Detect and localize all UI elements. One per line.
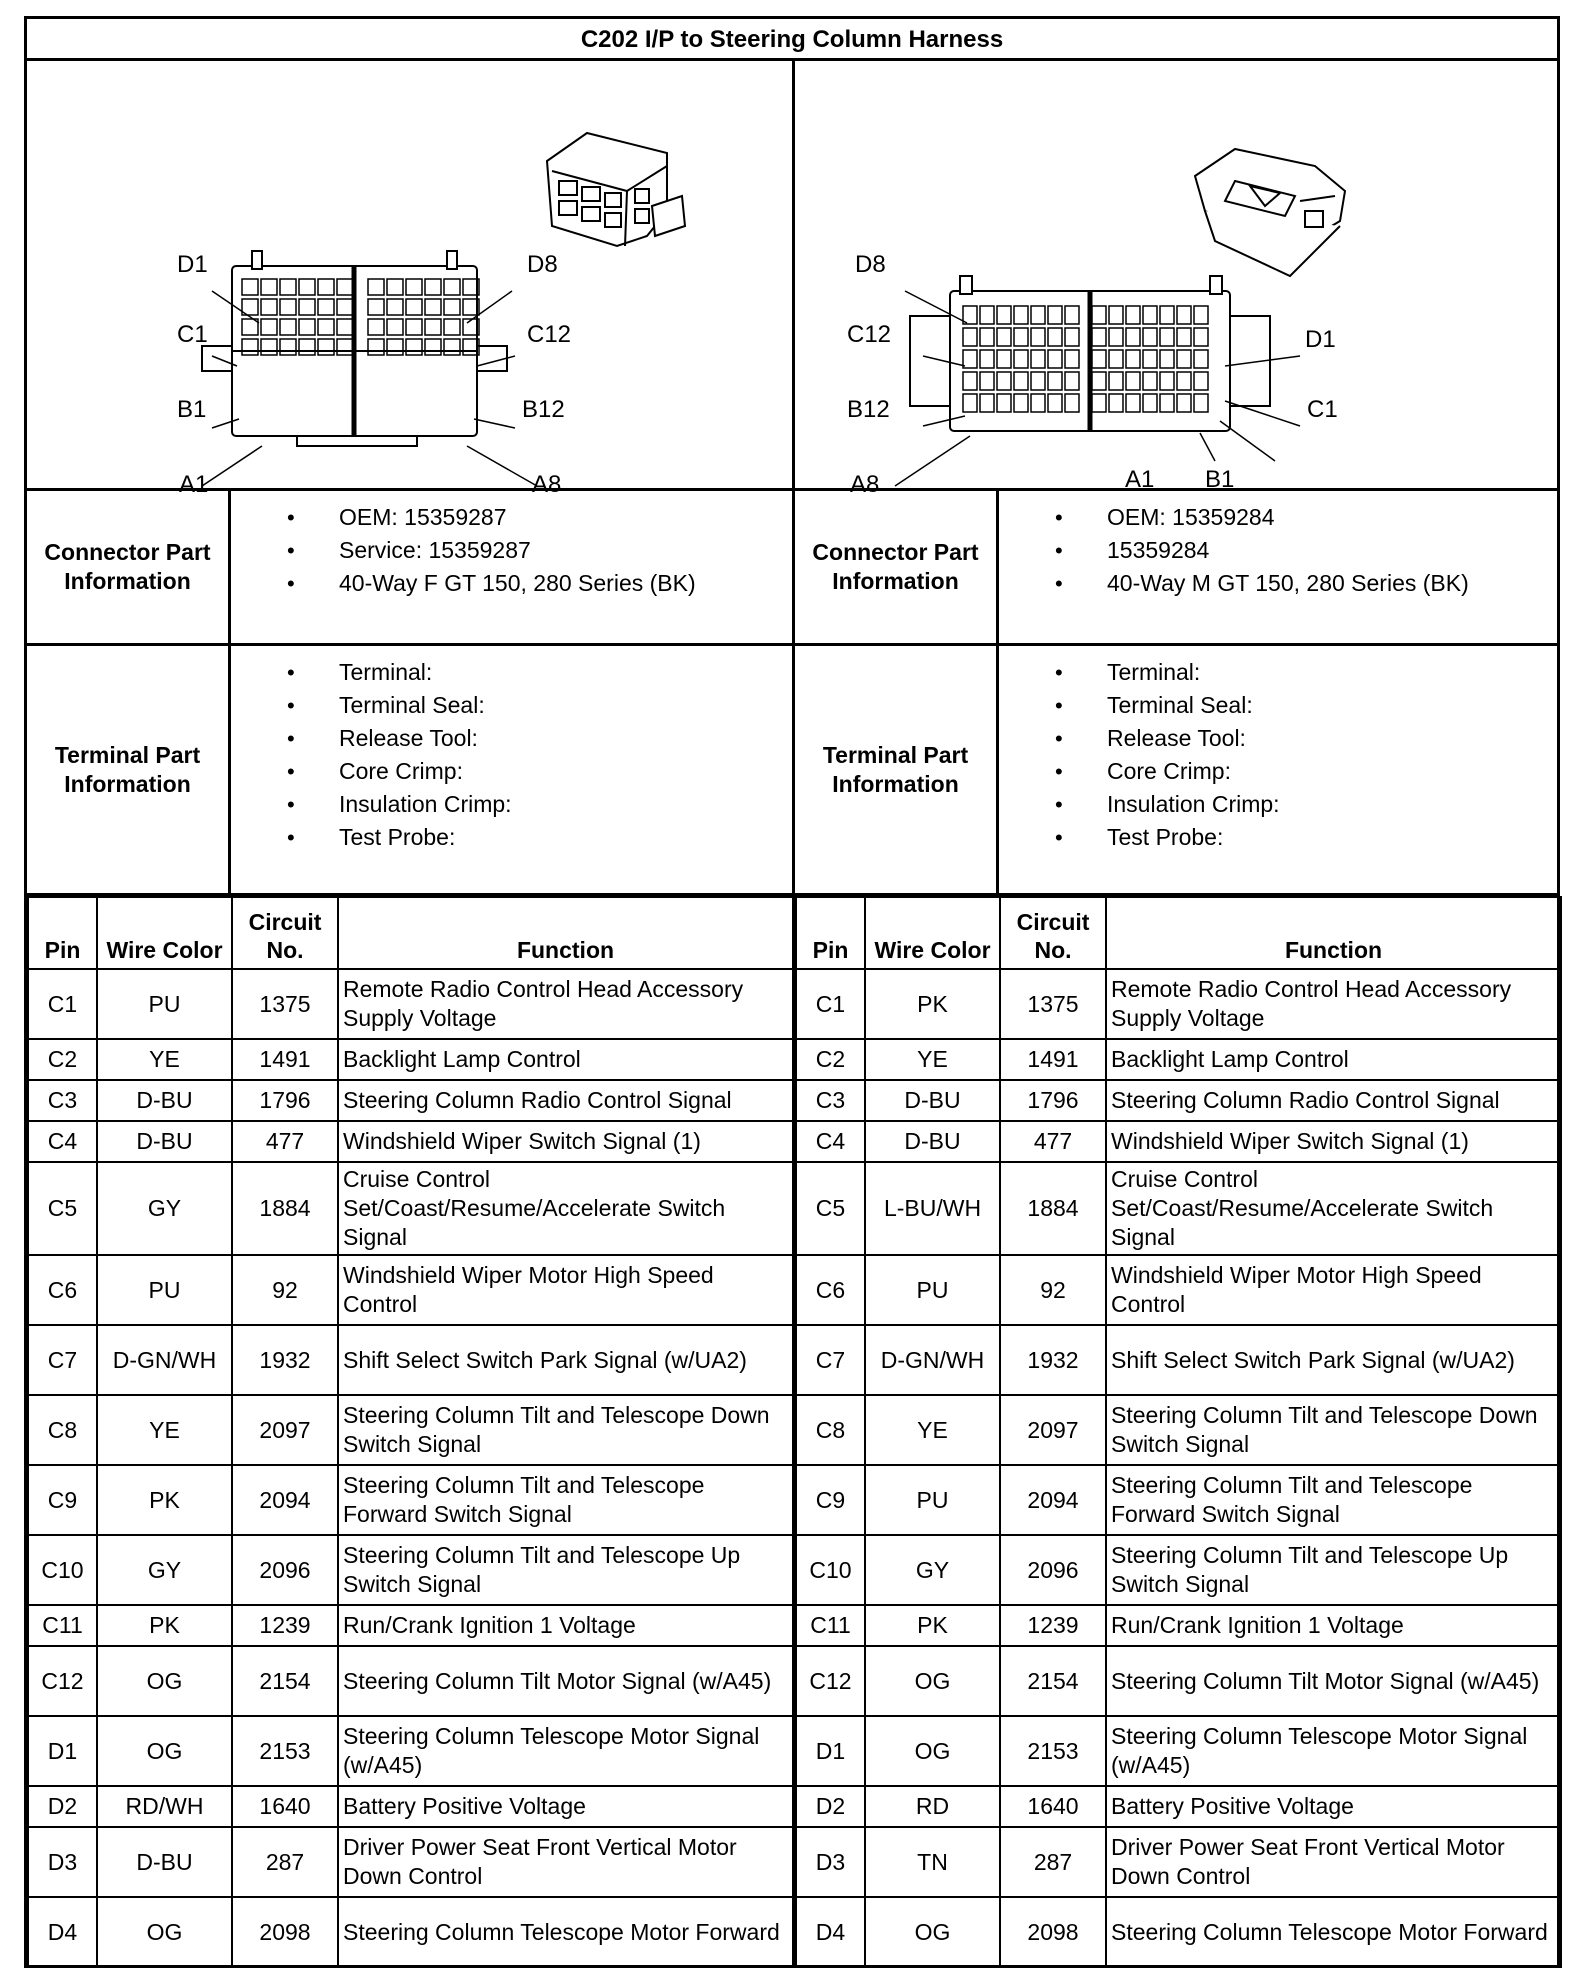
- circuit-no-cell: 2154: [1000, 1646, 1106, 1716]
- function-header: Function: [1106, 897, 1561, 969]
- function-cell: Steering Column Telescope Motor Signal (w/A45): [338, 1716, 793, 1786]
- pin-cell: C3: [796, 1080, 865, 1121]
- core-crimp-item: • Core Crimp:: [999, 755, 1560, 788]
- wire-color-cell: PK: [97, 1605, 232, 1646]
- male-connector-front-face: [910, 276, 1270, 431]
- left-connector-info: [27, 491, 792, 646]
- circuit-no-cell: 1375: [1000, 969, 1106, 1039]
- right-terminal-info: [795, 646, 1560, 896]
- table-row: [796, 1080, 1561, 1121]
- circuit-no-cell: 287: [232, 1827, 338, 1897]
- table-row: [796, 1827, 1561, 1897]
- wire-color-cell: GY: [97, 1535, 232, 1605]
- function-cell: Steering Column Tilt and Telescope Forward Switch Signal: [1106, 1465, 1561, 1535]
- circuit-no-cell: 1239: [1000, 1605, 1106, 1646]
- table-row: [796, 1786, 1561, 1827]
- wire-color-cell: YE: [865, 1395, 1000, 1465]
- left-terminal-info: [27, 646, 792, 896]
- label-b1: B1: [1205, 466, 1235, 493]
- circuit-no-cell: 2097: [1000, 1395, 1106, 1465]
- table-row: [796, 1162, 1561, 1255]
- function-cell: Steering Column Radio Control Signal: [338, 1080, 793, 1121]
- circuit-no-cell: 2153: [232, 1716, 338, 1786]
- function-cell: Shift Select Switch Park Signal (w/UA2): [1106, 1325, 1561, 1395]
- test-probe-item: • Test Probe:: [999, 821, 1560, 854]
- wire-color-cell: D-BU: [865, 1080, 1000, 1121]
- label-d1: D1: [1305, 326, 1336, 353]
- circuit-no-cell: 477: [1000, 1121, 1106, 1162]
- wire-color-cell: TN: [865, 1827, 1000, 1897]
- connector-description: • 40-Way M GT 150, 280 Series (BK): [999, 567, 1560, 600]
- circuit-no-cell: 1932: [1000, 1325, 1106, 1395]
- terminal-seal-item: • Terminal Seal:: [231, 689, 792, 722]
- wire-color-cell: OG: [97, 1716, 232, 1786]
- pin-cell: C6: [28, 1255, 97, 1325]
- circuit-no-cell: 2153: [1000, 1716, 1106, 1786]
- pin-header: Pin: [28, 897, 97, 969]
- label-a8: A8: [532, 471, 562, 498]
- function-cell: Steering Column Telescope Motor Forward: [338, 1897, 793, 1967]
- function-cell: Steering Column Tilt Motor Signal (w/A45): [1106, 1646, 1561, 1716]
- right-connector-diagram: [795, 61, 1560, 498]
- terminal-part-info-heading: Terminal Part Information: [27, 646, 231, 893]
- pin-header: Pin: [796, 897, 865, 969]
- circuit-no-cell: 1491: [232, 1039, 338, 1080]
- pinout-sheet: [24, 16, 1560, 1968]
- connector-part-list: [231, 491, 792, 643]
- left-pinout-table: [27, 896, 794, 1968]
- table-row: [28, 1255, 793, 1325]
- function-cell: Run/Crank Ignition 1 Voltage: [1106, 1605, 1561, 1646]
- pin-cell: C9: [28, 1465, 97, 1535]
- pin-cell: C2: [28, 1039, 97, 1080]
- wire-color-header: Wire Color: [865, 897, 1000, 969]
- wire-color-cell: L-BU/WH: [865, 1162, 1000, 1255]
- test-probe-item: • Test Probe:: [231, 821, 792, 854]
- circuit-no-cell: 1796: [232, 1080, 338, 1121]
- pin-cell: D4: [796, 1897, 865, 1967]
- label-a1: A1: [179, 471, 209, 498]
- table-row: [796, 1325, 1561, 1395]
- pin-cell: C9: [796, 1465, 865, 1535]
- table-row: [796, 1465, 1561, 1535]
- circuit-no-cell: 1375: [232, 969, 338, 1039]
- function-cell: Driver Power Seat Front Vertical Motor Down Control: [338, 1827, 793, 1897]
- pin-cell: C11: [28, 1605, 97, 1646]
- function-header: Function: [338, 897, 793, 969]
- wire-color-cell: D-BU: [97, 1080, 232, 1121]
- label-b1: B1: [177, 396, 207, 423]
- pin-cell: C8: [796, 1395, 865, 1465]
- insulation-crimp-item: • Insulation Crimp:: [231, 788, 792, 821]
- circuit-no-cell: 2094: [1000, 1465, 1106, 1535]
- function-cell: Steering Column Tilt and Telescope Up Switch Signal: [338, 1535, 793, 1605]
- circuit-no-header: Circuit No.: [232, 897, 338, 969]
- insulation-crimp-item: • Insulation Crimp:: [999, 788, 1560, 821]
- circuit-no-cell: 1640: [1000, 1786, 1106, 1827]
- pin-cell: D4: [28, 1897, 97, 1967]
- function-cell: Run/Crank Ignition 1 Voltage: [338, 1605, 793, 1646]
- pin-cell: C1: [28, 969, 97, 1039]
- table-row: [28, 1325, 793, 1395]
- table-row: [28, 1039, 793, 1080]
- page-title: C202 I/P to Steering Column Harness: [27, 19, 1557, 61]
- table-row: [28, 1716, 793, 1786]
- label-a8: A8: [850, 471, 880, 498]
- wire-color-cell: YE: [97, 1395, 232, 1465]
- function-cell: Remote Radio Control Head Accessory Supply Voltage: [1106, 969, 1561, 1039]
- oem-part: • OEM: 15359284: [999, 501, 1560, 534]
- function-cell: Steering Column Tilt and Telescope Up Switch Signal: [1106, 1535, 1561, 1605]
- oem-part: • OEM: 15359287: [231, 501, 792, 534]
- function-cell: Backlight Lamp Control: [1106, 1039, 1561, 1080]
- wire-color-cell: PU: [97, 969, 232, 1039]
- release-tool-item: • Release Tool:: [999, 722, 1560, 755]
- table-row: [28, 1395, 793, 1465]
- circuit-no-cell: 2097: [232, 1395, 338, 1465]
- table-row: [796, 1646, 1561, 1716]
- circuit-no-cell: 2154: [232, 1646, 338, 1716]
- terminal-item: • Terminal:: [999, 656, 1560, 689]
- wire-color-cell: D-GN/WH: [865, 1325, 1000, 1395]
- wire-color-cell: RD: [865, 1786, 1000, 1827]
- circuit-no-cell: 1640: [232, 1786, 338, 1827]
- circuit-no-cell: 287: [1000, 1827, 1106, 1897]
- table-row: [28, 1535, 793, 1605]
- function-cell: Driver Power Seat Front Vertical Motor Down Control: [1106, 1827, 1561, 1897]
- service-part: • Service: 15359287: [231, 534, 792, 567]
- function-cell: Steering Column Tilt Motor Signal (w/A45): [338, 1646, 793, 1716]
- function-cell: Windshield Wiper Switch Signal (1): [338, 1121, 793, 1162]
- connector-part-info-heading: Connector Part Information: [795, 491, 999, 643]
- label-b12: B12: [522, 396, 565, 423]
- function-cell: Steering Column Tilt and Telescope Forward Switch Signal: [338, 1465, 793, 1535]
- table-row: [28, 969, 793, 1039]
- circuit-no-cell: 1932: [232, 1325, 338, 1395]
- label-c12: C12: [847, 321, 892, 348]
- connector-description: • 40-Way F GT 150, 280 Series (BK): [231, 567, 792, 600]
- function-cell: Battery Positive Voltage: [338, 1786, 793, 1827]
- wire-color-cell: OG: [865, 1716, 1000, 1786]
- circuit-no-cell: 92: [1000, 1255, 1106, 1325]
- function-cell: Steering Column Telescope Motor Forward: [1106, 1897, 1561, 1967]
- pin-cell: C7: [28, 1325, 97, 1395]
- pin-cell: C7: [796, 1325, 865, 1395]
- pin-cell: D2: [796, 1786, 865, 1827]
- label-d8: D8: [855, 251, 886, 278]
- label-c1: C1: [177, 321, 208, 348]
- function-cell: Steering Column Radio Control Signal: [1106, 1080, 1561, 1121]
- circuit-no-cell: 1884: [232, 1162, 338, 1255]
- pin-cell: C5: [796, 1162, 865, 1255]
- circuit-no-cell: 2096: [232, 1535, 338, 1605]
- pin-cell: C12: [28, 1646, 97, 1716]
- circuit-no-cell: 477: [232, 1121, 338, 1162]
- wire-color-cell: D-GN/WH: [97, 1325, 232, 1395]
- right-pinout-table: [795, 896, 1562, 1968]
- wire-color-cell: YE: [97, 1039, 232, 1080]
- pin-cell: C1: [796, 969, 865, 1039]
- pin-cell: D2: [28, 1786, 97, 1827]
- service-part: • 15359284: [999, 534, 1560, 567]
- left-connector-diagram: [27, 61, 792, 498]
- circuit-no-header: Circuit No.: [1000, 897, 1106, 969]
- right-connector-info: [795, 491, 1560, 646]
- wire-color-cell: YE: [865, 1039, 1000, 1080]
- function-cell: Windshield Wiper Motor High Speed Control: [1106, 1255, 1561, 1325]
- circuit-no-cell: 2098: [232, 1897, 338, 1967]
- male-connector-drawing: [795, 61, 1560, 491]
- pin-cell: C3: [28, 1080, 97, 1121]
- wire-color-cell: PK: [865, 1605, 1000, 1646]
- pin-cell: C10: [796, 1535, 865, 1605]
- pin-cell: C4: [28, 1121, 97, 1162]
- terminal-part-list: [999, 646, 1560, 893]
- table-row: [796, 1716, 1561, 1786]
- function-cell: Windshield Wiper Motor High Speed Control: [338, 1255, 793, 1325]
- table-row: [796, 1121, 1561, 1162]
- function-cell: Backlight Lamp Control: [338, 1039, 793, 1080]
- pin-cell: D3: [28, 1827, 97, 1897]
- female-connector-drawing: [27, 61, 792, 491]
- table-row: [28, 1080, 793, 1121]
- pin-cell: D1: [28, 1716, 97, 1786]
- terminal-part-list: [231, 646, 792, 893]
- table-row: [796, 1897, 1561, 1967]
- pin-cell: C12: [796, 1646, 865, 1716]
- wire-color-cell: D-BU: [97, 1121, 232, 1162]
- pin-cell: C2: [796, 1039, 865, 1080]
- table-row: [28, 1121, 793, 1162]
- pin-cell: D3: [796, 1827, 865, 1897]
- terminal-part-info-heading: Terminal Part Information: [795, 646, 999, 893]
- circuit-no-cell: 2094: [232, 1465, 338, 1535]
- core-crimp-item: • Core Crimp:: [231, 755, 792, 788]
- table-row: [796, 1605, 1561, 1646]
- function-cell: Cruise Control Set/Coast/Resume/Accelerate Switch Signal: [1106, 1162, 1561, 1255]
- pin-cell: D1: [796, 1716, 865, 1786]
- wire-color-cell: GY: [865, 1535, 1000, 1605]
- wire-color-cell: OG: [865, 1646, 1000, 1716]
- label-d1: D1: [177, 251, 208, 278]
- wire-color-cell: OG: [865, 1897, 1000, 1967]
- wire-color-cell: D-BU: [97, 1827, 232, 1897]
- circuit-no-cell: 92: [232, 1255, 338, 1325]
- function-cell: Steering Column Tilt and Telescope Down Switch Signal: [338, 1395, 793, 1465]
- table-row: [28, 1162, 793, 1255]
- function-cell: Cruise Control Set/Coast/Resume/Accelerate Switch Signal: [338, 1162, 793, 1255]
- wire-color-cell: OG: [97, 1897, 232, 1967]
- wire-color-cell: PU: [865, 1465, 1000, 1535]
- function-cell: Windshield Wiper Switch Signal (1): [1106, 1121, 1561, 1162]
- connector-part-info-heading: Connector Part Information: [27, 491, 231, 643]
- pin-cell: C10: [28, 1535, 97, 1605]
- wire-color-cell: PK: [865, 969, 1000, 1039]
- wire-color-cell: RD/WH: [97, 1786, 232, 1827]
- table-row: [28, 1605, 793, 1646]
- circuit-no-cell: 2096: [1000, 1535, 1106, 1605]
- right-connector-panel: [792, 61, 1560, 1968]
- female-connector-3d-icon: [547, 133, 685, 246]
- function-cell: Steering Column Telescope Motor Signal (w/A45): [1106, 1716, 1561, 1786]
- pin-cell: C11: [796, 1605, 865, 1646]
- terminal-seal-item: • Terminal Seal:: [999, 689, 1560, 722]
- wire-color-cell: PU: [865, 1255, 1000, 1325]
- table-row: [28, 1827, 793, 1897]
- label-d8: D8: [527, 251, 558, 278]
- connector-part-list: [999, 491, 1560, 643]
- circuit-no-cell: 2098: [1000, 1897, 1106, 1967]
- wire-color-cell: OG: [97, 1646, 232, 1716]
- wire-color-header: Wire Color: [97, 897, 232, 969]
- table-row: [796, 969, 1561, 1039]
- function-cell: Remote Radio Control Head Accessory Supply Voltage: [338, 969, 793, 1039]
- circuit-no-cell: 1239: [232, 1605, 338, 1646]
- wire-color-cell: PU: [97, 1255, 232, 1325]
- table-row: [28, 1786, 793, 1827]
- pin-cell: C6: [796, 1255, 865, 1325]
- wire-color-cell: PK: [97, 1465, 232, 1535]
- function-cell: Shift Select Switch Park Signal (w/UA2): [338, 1325, 793, 1395]
- function-cell: Battery Positive Voltage: [1106, 1786, 1561, 1827]
- pin-cell: C4: [796, 1121, 865, 1162]
- table-row: [796, 1039, 1561, 1080]
- table-row: [28, 1646, 793, 1716]
- label-c12: C12: [527, 321, 572, 348]
- label-b12: B12: [847, 396, 890, 423]
- circuit-no-cell: 1796: [1000, 1080, 1106, 1121]
- circuit-no-cell: 1884: [1000, 1162, 1106, 1255]
- wire-color-cell: GY: [97, 1162, 232, 1255]
- male-connector-3d-icon: [1195, 149, 1345, 276]
- release-tool-item: • Release Tool:: [231, 722, 792, 755]
- table-row: [796, 1535, 1561, 1605]
- female-connector-front-face: [202, 251, 507, 446]
- table-row: [796, 1395, 1561, 1465]
- left-connector-panel: [27, 61, 792, 1968]
- terminal-item: • Terminal:: [231, 656, 792, 689]
- wire-color-cell: D-BU: [865, 1121, 1000, 1162]
- pin-cell: C5: [28, 1162, 97, 1255]
- label-c1: C1: [1307, 396, 1338, 423]
- pin-cell: C8: [28, 1395, 97, 1465]
- label-a1: A1: [1125, 466, 1155, 493]
- circuit-no-cell: 1491: [1000, 1039, 1106, 1080]
- table-row: [28, 1465, 793, 1535]
- function-cell: Steering Column Tilt and Telescope Down Switch Signal: [1106, 1395, 1561, 1465]
- table-row: [28, 1897, 793, 1967]
- table-row: [796, 1255, 1561, 1325]
